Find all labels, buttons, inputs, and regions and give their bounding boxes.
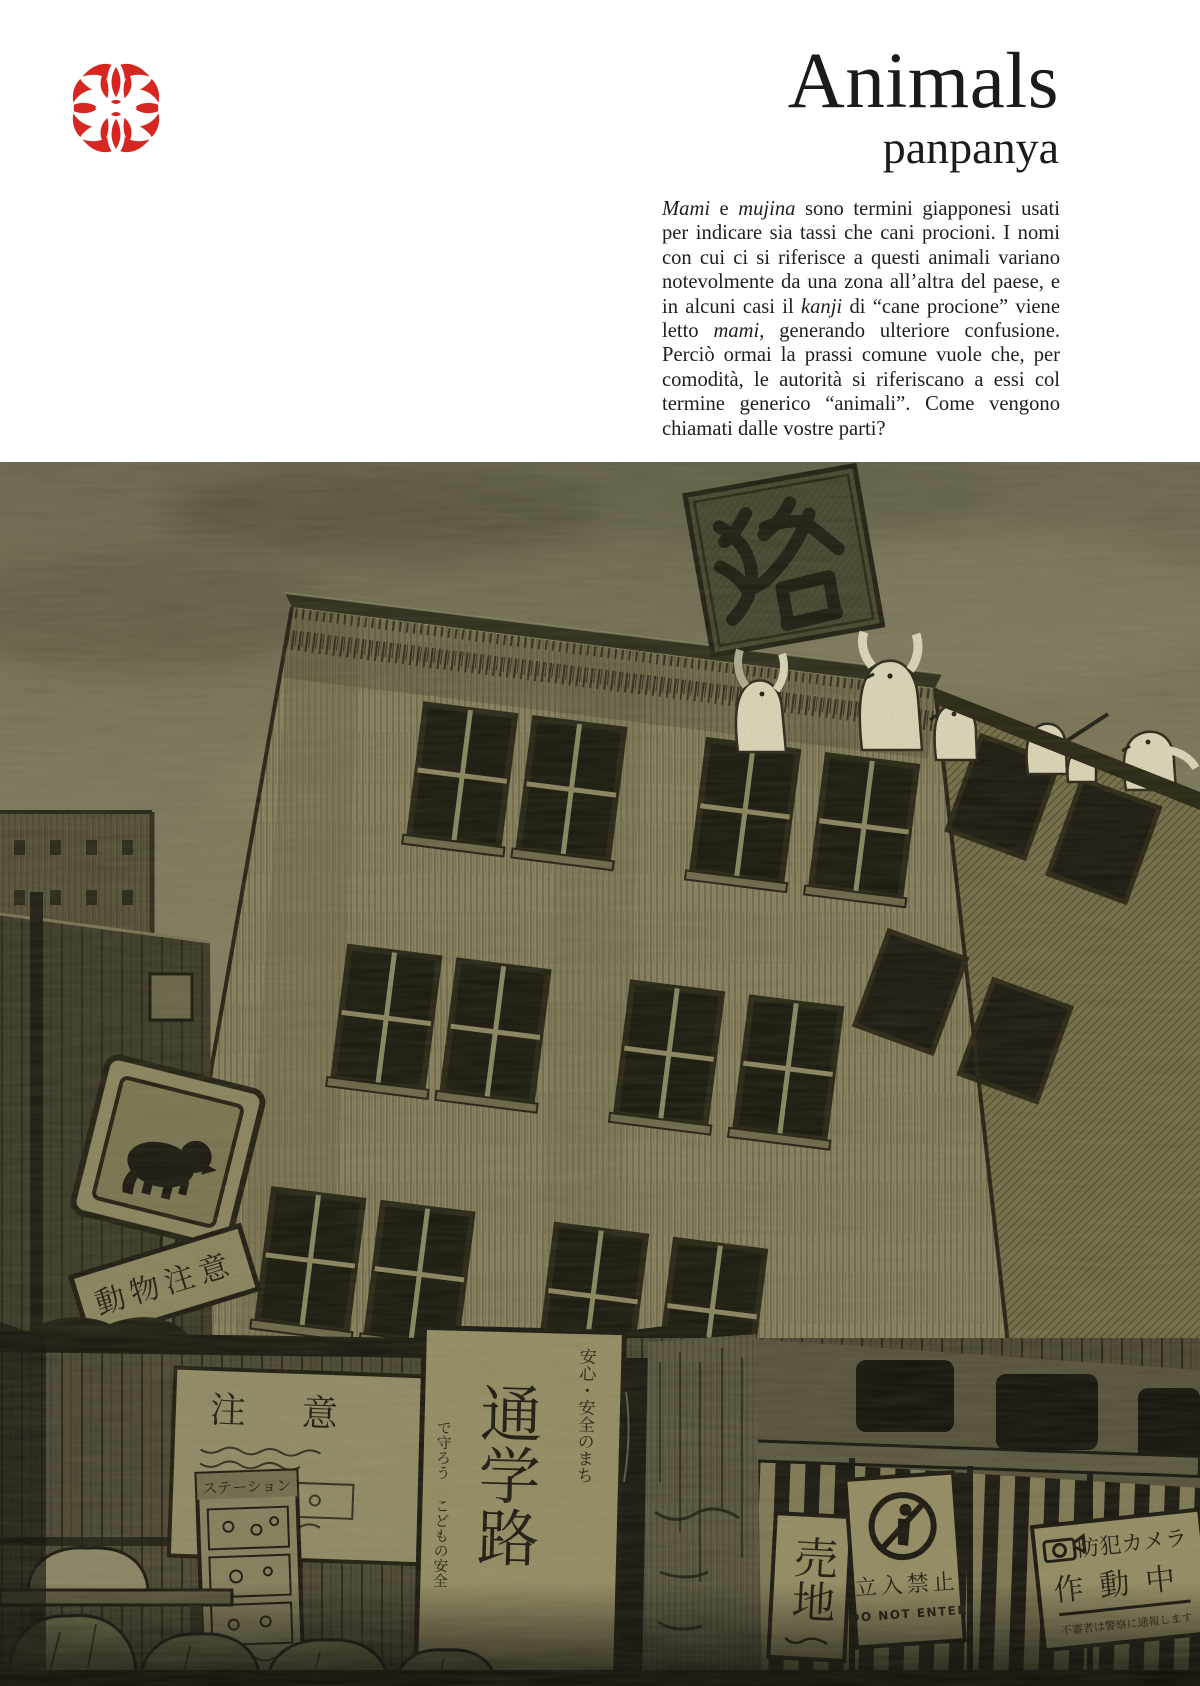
publisher-logo-emblem (62, 54, 170, 162)
paper-grain-texture (0, 462, 1200, 1686)
cover-illustration (0, 462, 1200, 1686)
title-block (788, 40, 1059, 171)
author-name: panpanya (882, 121, 1059, 173)
page-title: Animals (787, 38, 1059, 125)
intro-paragraph: Mami e mujina sono termini giapponesi usati per indicare sia tassi che cani procioni. I nomi con cui ci si riferisce a questi animali variano notevolmente da una zona all’altra del paese, e in alcuni casi il kanji di “cane procione” viene letto mami, generando ulteriore confusione. Perciò ormai la prassi comune vuole che, per comodità, le autorità si riferiscano a essi col termine generico “animali”. Come vengono chiamati dalle vostre parti? (662, 198, 1060, 440)
medallion-icon (62, 54, 170, 162)
